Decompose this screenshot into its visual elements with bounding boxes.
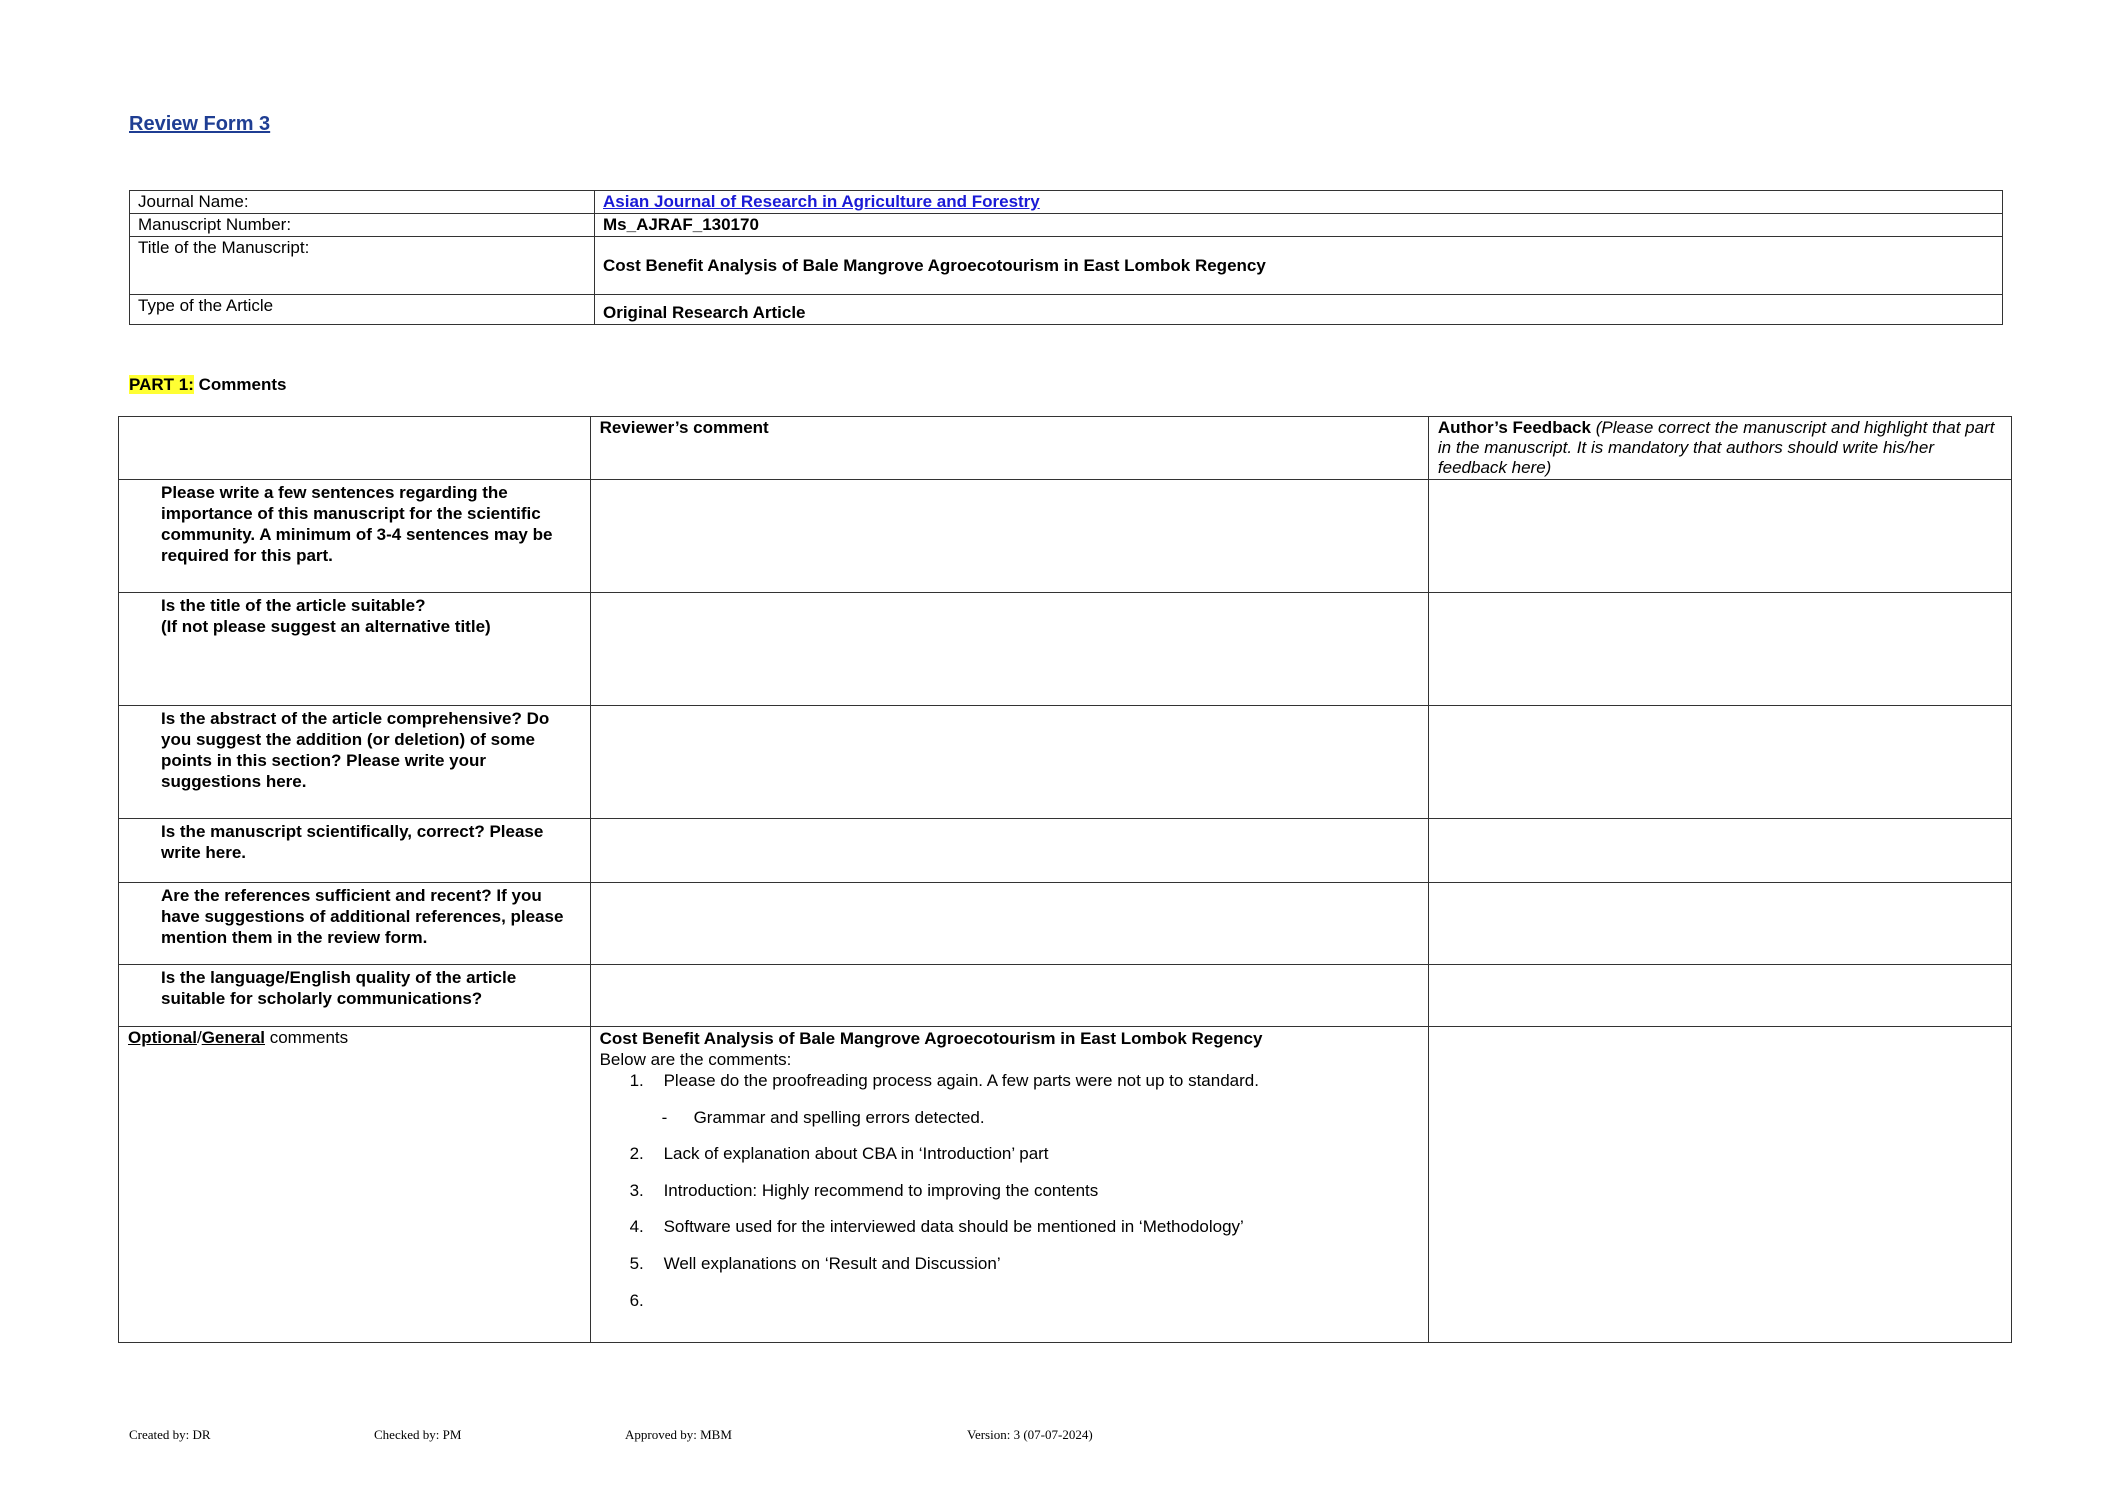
- footer-created: Created by: DR: [129, 1427, 211, 1442]
- question-title: Is the title of the article suitable? (If not please suggest an alternative title): [119, 593, 591, 706]
- optional-comments-title: Cost Benefit Analysis of Bale Mangrove Agroecotourism in East Lombok Regency: [599, 1029, 1263, 1048]
- part-heading: [129, 375, 286, 395]
- manuscript-title-label: Title of the Manuscript:: [130, 237, 595, 295]
- question-row: [119, 480, 2012, 593]
- optional-comments-intro: Below are the comments:: [599, 1050, 792, 1069]
- reviewer-comment-cell[interactable]: [590, 593, 1428, 706]
- question-row: [119, 819, 2012, 883]
- part-label: PART 1:: [129, 375, 194, 394]
- question-language: Is the language/English quality of the article suitable for scholarly communications?: [119, 965, 591, 1027]
- list-item: [630, 1253, 1419, 1274]
- question-abstract: Is the abstract of the article comprehensive? Do you suggest the addition (or deletion) of some points in this section? Please write your suggestions here.: [119, 706, 591, 819]
- optional-general-label: [119, 1027, 591, 1343]
- reviewer-comment-cell[interactable]: [590, 480, 1428, 593]
- list-sub-item-dash: -: [661, 1108, 668, 1127]
- question-scientific: Is the manuscript scientifically, correct? Please write here.: [119, 819, 591, 883]
- author-header-italic: (Please correct the manuscript and highlight that part in the manuscript. It is mandatory that authors should write his/her feedback here): [1437, 418, 1995, 477]
- list-item: [630, 1143, 1419, 1164]
- manuscript-number-row: [130, 214, 2003, 237]
- comments-table: [118, 416, 2012, 1343]
- author-feedback-cell[interactable]: [1428, 883, 2011, 965]
- author-feedback-header: [1428, 417, 2011, 480]
- list-item-text: Software used for the interviewed data should be mentioned in ‘Methodology’: [663, 1217, 1244, 1236]
- author-feedback-cell[interactable]: [1428, 480, 2011, 593]
- author-feedback-cell[interactable]: [1428, 706, 2011, 819]
- list-sub-item: [662, 1107, 1419, 1128]
- optional-reviewer-comments[interactable]: [590, 1027, 1428, 1343]
- footer-version: Version: 3 (07-07-2024): [967, 1427, 1093, 1442]
- reviewer-comment-header: [590, 417, 1428, 480]
- author-feedback-cell[interactable]: [1428, 593, 2011, 706]
- comment-list: [600, 1070, 1419, 1311]
- optional-label-part2: General: [201, 1028, 265, 1047]
- list-item-number: 3.: [629, 1181, 644, 1200]
- header-row: [119, 417, 2012, 480]
- manuscript-title-row: [130, 237, 2003, 295]
- list-item-text: Please do the proofreading process again. A few parts were not up to standard.: [663, 1071, 1259, 1090]
- reviewer-comment-cell[interactable]: [590, 883, 1428, 965]
- journal-label: Journal Name:: [130, 191, 595, 214]
- article-type-value: Original Research Article: [595, 295, 2003, 325]
- list-item-text: Well explanations on ‘Result and Discussion’: [663, 1254, 1001, 1273]
- footer-checked: Checked by: PM: [374, 1427, 462, 1442]
- reviewer-comment-cell[interactable]: [590, 819, 1428, 883]
- list-item-number: 2.: [629, 1144, 644, 1163]
- author-feedback-cell[interactable]: [1428, 965, 2011, 1027]
- question-row: [119, 593, 2012, 706]
- list-item: [630, 1180, 1419, 1201]
- question-row: [119, 883, 2012, 965]
- author-header-bold: Author’s Feedback: [1437, 418, 1591, 437]
- part-title: Comments: [198, 375, 287, 394]
- question-row: [119, 706, 2012, 819]
- list-item: [630, 1216, 1419, 1237]
- journal-link[interactable]: Asian Journal of Research in Agriculture and Forestry: [603, 192, 1040, 211]
- article-type-row: [130, 295, 2003, 325]
- article-type-label: Type of the Article: [130, 295, 595, 325]
- journal-row: [130, 191, 2003, 214]
- reviewer-comment-cell[interactable]: [590, 965, 1428, 1027]
- list-item-number: 4.: [629, 1217, 644, 1236]
- footer-approved: Approved by: MBM: [625, 1427, 732, 1442]
- question-references: Are the references sufficient and recent? If you have suggestions of additional references, please mention them in the review form.: [119, 883, 591, 965]
- author-feedback-cell[interactable]: [1428, 819, 2011, 883]
- optional-comments-row: [119, 1027, 2012, 1343]
- manuscript-title-value: Cost Benefit Analysis of Bale Mangrove Agroecotourism in East Lombok Regency: [595, 237, 2003, 295]
- question-row: [119, 965, 2012, 1027]
- manuscript-info-table: [129, 190, 2003, 325]
- list-item-number: 1.: [629, 1071, 644, 1090]
- journal-value-cell: [595, 191, 2003, 214]
- manuscript-number-value: Ms_AJRAF_130170: [595, 214, 2003, 237]
- reviewer-comment-cell[interactable]: [590, 706, 1428, 819]
- list-item: [630, 1290, 1419, 1311]
- optional-label-part3: comments: [265, 1028, 349, 1047]
- list-sub-item-text: Grammar and spelling errors detected.: [693, 1108, 985, 1127]
- optional-label-separator: /: [196, 1028, 202, 1047]
- header-empty-cell: [119, 417, 591, 480]
- optional-label-part1: Optional: [128, 1028, 197, 1047]
- question-importance: Please write a few sentences regarding the importance of this manuscript for the scientific community. A minimum of 3-4 sentences may be required for this part.: [119, 480, 591, 593]
- reviewer-header-text: Reviewer’s comment: [599, 418, 769, 437]
- optional-author-feedback-cell[interactable]: [1428, 1027, 2011, 1343]
- list-item-text: Introduction: Highly recommend to improving the contents: [663, 1181, 1099, 1200]
- list-item-text: Lack of explanation about CBA in ‘Introduction’ part: [663, 1144, 1049, 1163]
- manuscript-number-label: Manuscript Number:: [130, 214, 595, 237]
- list-item-number: 5.: [629, 1254, 644, 1273]
- list-item: [630, 1070, 1419, 1091]
- form-title: Review Form 3: [129, 113, 271, 135]
- list-item-number: 6.: [629, 1291, 644, 1310]
